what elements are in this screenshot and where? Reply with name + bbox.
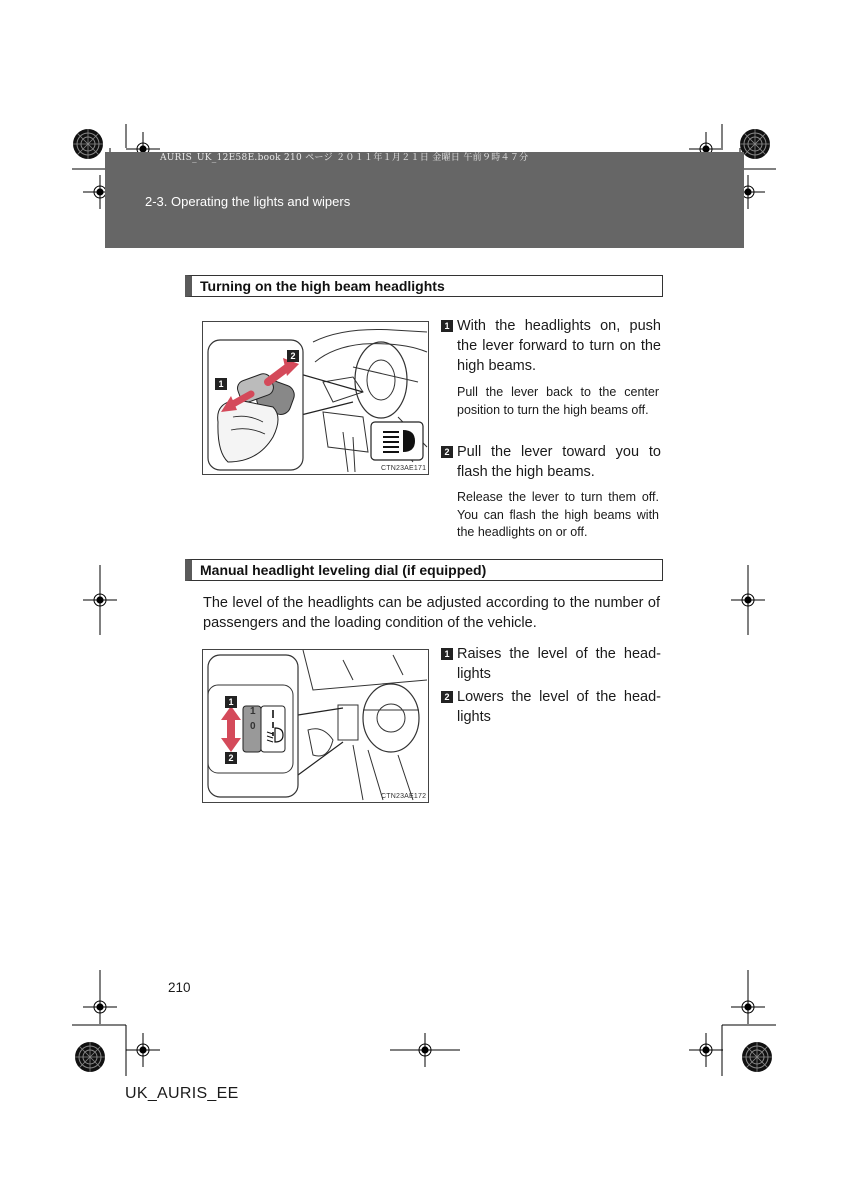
- figure-badge-2: 2: [225, 752, 237, 764]
- figure-code: CTN23AE172: [381, 793, 427, 800]
- step-badge: 2: [441, 446, 453, 458]
- figure-badge-2: 2: [287, 350, 299, 362]
- item-text: Raises the level of the head-lights: [457, 646, 661, 682]
- leveling-figure: [202, 649, 429, 803]
- leveling-item-1: [441, 644, 661, 684]
- step-badge: 1: [441, 648, 453, 660]
- registration-mark-icon: [740, 129, 770, 159]
- item-text: Lowers the level of the head-lights: [457, 689, 661, 725]
- high-beam-item-2: [441, 442, 661, 482]
- step-badge: 1: [441, 320, 453, 332]
- high-beam-figure: [202, 321, 429, 475]
- high-beam-note-2: Release the lever to turn them off. You can flash the high beams with the headlights on or off.: [457, 490, 659, 539]
- registration-mark-icon: [73, 129, 103, 159]
- item-text: With the headlights on, push the lever forward to turn on the high beams.: [457, 318, 661, 374]
- dial-label-0: 0: [250, 721, 256, 732]
- document-id: UK_AURIS_EE: [125, 1085, 239, 1102]
- high-beam-note-1: Pull the lever back to the center position to turn the high beams off.: [457, 385, 659, 417]
- leveling-heading: Manual headlight leveling dial (if equipped): [185, 559, 663, 581]
- leveling-item-2: [441, 687, 661, 727]
- figure-badge-1: 1: [215, 378, 227, 390]
- high-beam-illustration: [203, 322, 428, 474]
- step-badge: 2: [441, 691, 453, 703]
- leveling-intro: The level of the headlights can be adjusted according to the number of passengers and the loading condition of the vehicle.: [203, 595, 660, 631]
- figure-code: CTN23AE171: [381, 465, 427, 472]
- registration-mark-icon: [75, 1042, 105, 1072]
- high-beam-item-1: [441, 316, 661, 376]
- registration-mark-icon: [126, 1033, 160, 1067]
- registration-mark-icon: [83, 990, 117, 1024]
- leveling-illustration: [203, 650, 428, 802]
- registration-mark-icon: [731, 990, 765, 1024]
- registration-mark-icon: [742, 1042, 772, 1072]
- page-number: 210: [168, 980, 191, 995]
- figure-badge-1: 1: [225, 696, 237, 708]
- section-title: 2-3. Operating the lights and wipers: [145, 194, 351, 209]
- dial-label-1: 1: [250, 706, 256, 717]
- print-info: AURIS_UK_12E58E.book 210 ページ ２０１１年１月２１日 金曜日 午前９時４７分: [160, 153, 529, 163]
- item-text: Pull the lever toward you to flash the high beams.: [457, 444, 661, 480]
- high-beam-heading: Turning on the high beam headlights: [185, 275, 663, 297]
- registration-mark-icon: [689, 1033, 723, 1067]
